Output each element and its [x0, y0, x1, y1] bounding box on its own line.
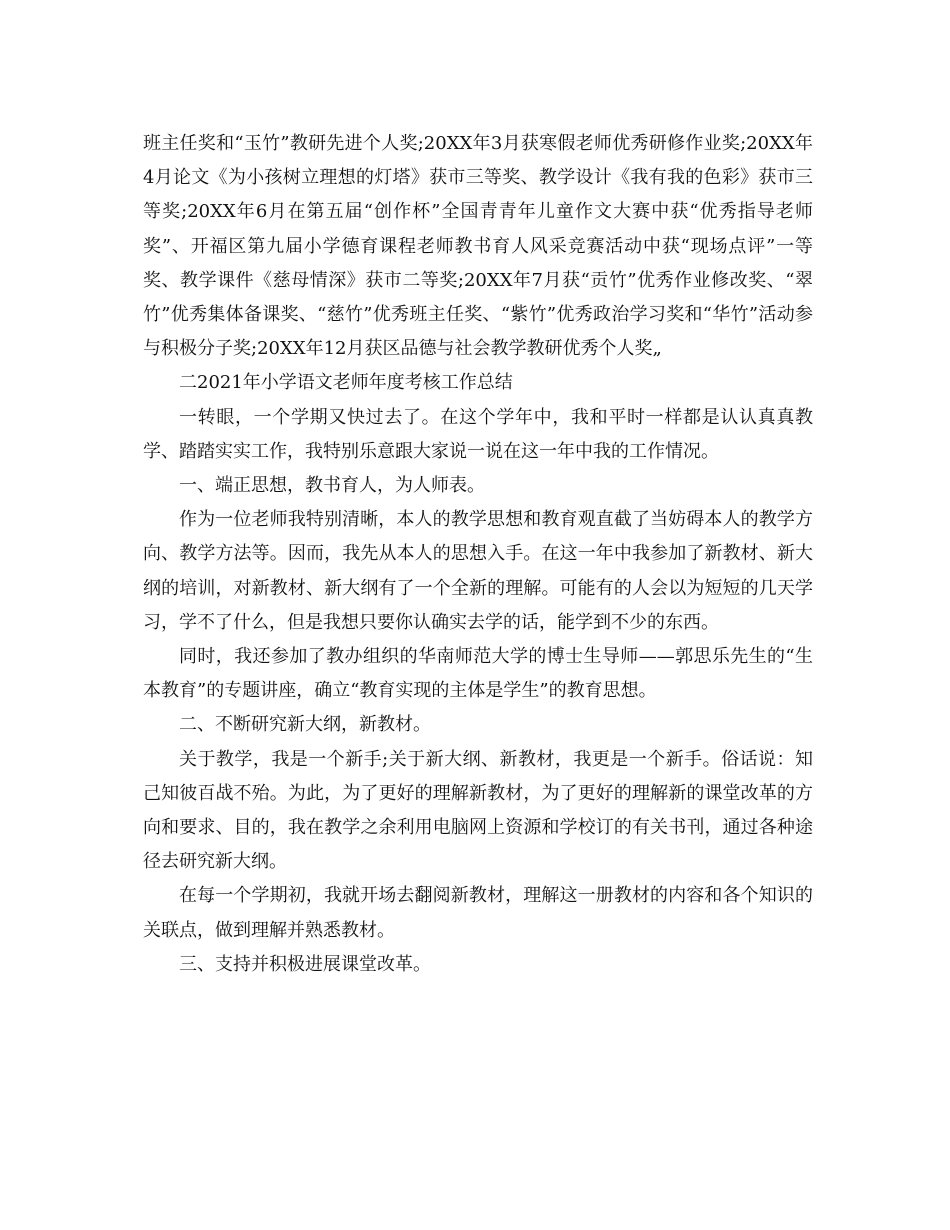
paragraph-section-2-body: 关于教学，我是一个新手;关于新大纲、新教材，我更是一个新手。俗话说：知己知彼百战不殆。为此，为了更好的理解新教材，为了更好的理解新的课堂改革的方向和要求、目的，我在教学之余利用电脑网上资源和学校订的有关书刊，通过各种途径去研究新大纲。: [143, 748, 813, 873]
paragraph-intro: 一转眼，一个学期又快过去了。在这个学年中，我和平时一样都是认认真真教学、踏踏实实工作，我特别乐意跟大家说一说在这一年中我的工作情况。: [143, 406, 813, 462]
paragraph-section-1-body: 作为一位老师我特别清晰，本人的教学思想和教育观直截了当妨碍本人的教学方向、教学方法等。因而，我先从本人的思想入手。在这一年中我参加了新教材、新大纲的培训，对新教材、新大纲有了一个全新的理解。可能有的人会以为短短的几天学习，学不了什么，但是我想只要你认确实去学的话，能学到不少的东西。: [143, 509, 813, 633]
paragraph-section-2-semester: 在每一个学期初，我就开场去翻阅新教材，理解这一册教材的内容和各个知识的关联点，做到理解并熟悉教材。: [143, 885, 813, 941]
section-title: 二2021年小学语文老师年度考核工作总结: [179, 372, 513, 394]
heading-section-3: 三、支持并积极进展课堂改革。: [179, 953, 431, 975]
heading-section-1: 一、端正思想，教书育人，为人师表。: [179, 475, 485, 497]
paragraph-section-1-lecture: 同时，我还参加了教办组织的华南师范大学的博士生导师——郭思乐先生的“生本教育”的专题讲座，确立“教育实现的主体是学生”的教育思想。: [143, 646, 813, 702]
document-body: [143, 127, 813, 982]
paragraph-awards-continued: 班主任奖和“玉竹”教研先进个人奖;20XX年3月获寒假老师优秀研修作业奖;20XX年4月论文《为小孩树立理想的灯塔》获市三等奖、教学设计《我有我的色彩》获市三等奖;20XX年6月在第五届“创作杯”全国青青年儿童作文大赛中获“优秀指导老师奖”、开福区第九届小学德育课程老师教书育人风采竞赛活动中获“现场点评”一等奖、教学课件《慈母情深》获市二等奖;20XX年7月获“贡竹”优秀作业修改奖、“翠竹”优秀集体备课奖、“慈竹”优秀班主任奖、“紫竹”优秀政治学习奖和“华竹”活动参与积极分子奖;20XX年12月获区品德与社会教学教研优秀个人奖„: [143, 133, 813, 360]
heading-section-2: 二、不断研究新大纲，新教材。: [179, 714, 431, 736]
